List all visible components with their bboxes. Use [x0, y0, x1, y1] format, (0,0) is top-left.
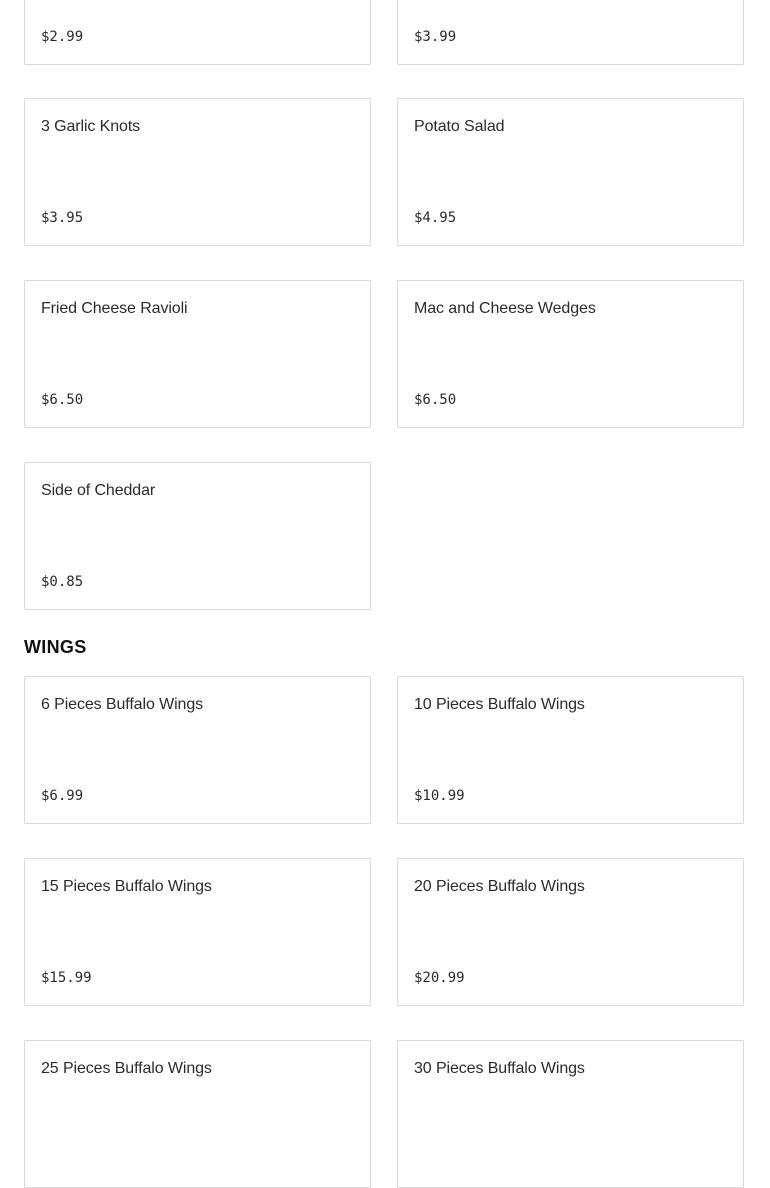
menu-item-name: Side of Cheddar [41, 482, 156, 499]
menu-item-card[interactable] [397, 858, 744, 1006]
menu-item-price: $6.99 [41, 788, 84, 804]
menu-item-price: $6.50 [41, 392, 84, 408]
menu-item-price: $4.95 [414, 210, 457, 226]
menu-item-name: Potato Salad [414, 118, 505, 135]
menu-item-card[interactable] [397, 98, 744, 246]
menu-item-name: 20 Pieces Buffalo Wings [414, 878, 585, 895]
menu-item-price: $0.85 [41, 574, 84, 590]
menu-item-card[interactable] [397, 0, 744, 65]
section-heading-wings: WINGS [24, 637, 87, 657]
menu-item-name: 10 Pieces Buffalo Wings [414, 696, 585, 713]
menu-item-price: $20.99 [414, 970, 465, 986]
menu-item-name: Fried Cheese Ravioli [41, 300, 188, 317]
menu-item-price: $2.99 [41, 29, 84, 45]
menu-item-card[interactable] [397, 280, 744, 428]
menu-item-name: 15 Pieces Buffalo Wings [41, 878, 212, 895]
menu-item-card[interactable] [397, 676, 744, 824]
menu-item-price: $10.99 [414, 788, 465, 804]
menu-item-price: $6.50 [414, 392, 457, 408]
menu-item-name: 3 Garlic Knots [41, 118, 141, 135]
menu-item-card[interactable] [24, 0, 371, 65]
menu-item-card[interactable] [24, 676, 371, 824]
menu-item-price: $3.95 [41, 210, 84, 226]
menu-item-price: $3.99 [414, 29, 457, 45]
menu-item-name: 30 Pieces Buffalo Wings [414, 1060, 585, 1077]
menu-item-name: Mac and Cheese Wedges [414, 300, 596, 317]
menu-item-card[interactable] [24, 98, 371, 246]
menu-item-card[interactable] [24, 462, 371, 610]
menu-item-card[interactable] [397, 1040, 744, 1188]
menu-item-card[interactable] [24, 858, 371, 1006]
menu-item-card[interactable] [24, 280, 371, 428]
menu-item-name: 6 Pieces Buffalo Wings [41, 696, 204, 713]
menu-item-card[interactable] [24, 1040, 371, 1188]
menu-item-price: $15.99 [41, 970, 92, 986]
menu-item-name: 25 Pieces Buffalo Wings [41, 1060, 212, 1077]
